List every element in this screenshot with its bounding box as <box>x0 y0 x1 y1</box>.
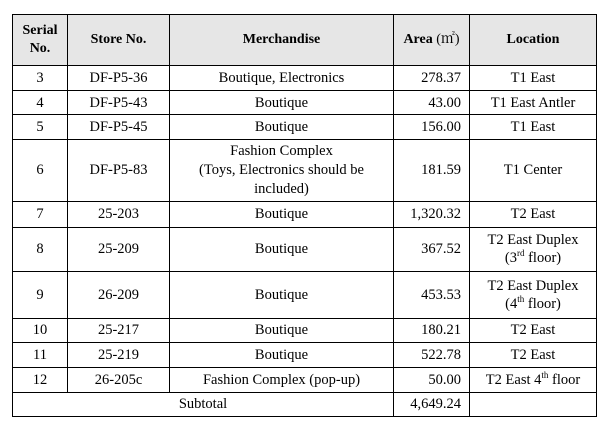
table-row <box>13 90 597 114</box>
table-row <box>13 65 597 90</box>
merchandise-cell: Boutique <box>170 90 394 114</box>
store-cell: 25-219 <box>68 343 170 368</box>
location-cell: T2 East <box>470 202 597 227</box>
location-cell: T1 East <box>470 65 597 90</box>
store-cell: DF-P5-36 <box>68 65 170 90</box>
table-row <box>13 115 597 139</box>
serial-cell: 8 <box>13 227 68 272</box>
subtotal-row <box>13 392 597 416</box>
location-cell: T2 East 4th floor <box>470 368 597 392</box>
store-cell: DF-P5-83 <box>68 139 170 202</box>
header-serial: Serial No. <box>13 15 68 66</box>
store-table <box>12 14 597 417</box>
header-row <box>13 15 597 66</box>
table-row <box>13 272 597 319</box>
serial-cell: 6 <box>13 139 68 202</box>
table-row <box>13 202 597 227</box>
serial-cell: 10 <box>13 318 68 342</box>
merchandise-cell: Fashion Complex (pop-up) <box>170 368 394 392</box>
merchandise-cell: Boutique <box>170 202 394 227</box>
store-cell: 25-203 <box>68 202 170 227</box>
area-cell: 278.37 <box>394 65 470 90</box>
serial-cell: 3 <box>13 65 68 90</box>
store-cell: 26-209 <box>68 272 170 319</box>
location-cell: T2 East Duplex (3rd floor) <box>470 227 597 272</box>
header-location: Location <box>470 15 597 66</box>
serial-cell: 5 <box>13 115 68 139</box>
merchandise-cell: Boutique, Electronics <box>170 65 394 90</box>
store-cell: DF-P5-45 <box>68 115 170 139</box>
area-cell: 522.78 <box>394 343 470 368</box>
location-cell: T2 East Duplex (4th floor) <box>470 272 597 319</box>
store-cell: 25-217 <box>68 318 170 342</box>
area-cell: 367.52 <box>394 227 470 272</box>
location-cell: T1 East Antler <box>470 90 597 114</box>
table-row <box>13 343 597 368</box>
location-cell: T1 East <box>470 115 597 139</box>
serial-cell: 9 <box>13 272 68 319</box>
table-row <box>13 368 597 392</box>
merchandise-cell: Boutique <box>170 318 394 342</box>
serial-cell: 4 <box>13 90 68 114</box>
header-merchandise: Merchandise <box>170 15 394 66</box>
subtotal-empty-cell <box>470 392 597 416</box>
location-cell: T2 East <box>470 343 597 368</box>
serial-cell: 11 <box>13 343 68 368</box>
serial-cell: 12 <box>13 368 68 392</box>
table-row <box>13 227 597 272</box>
store-cell: DF-P5-43 <box>68 90 170 114</box>
header-store: Store No. <box>68 15 170 66</box>
area-cell: 453.53 <box>394 272 470 319</box>
table-row <box>13 318 597 342</box>
location-cell: T2 East <box>470 318 597 342</box>
table-row <box>13 139 597 202</box>
store-cell: 25-209 <box>68 227 170 272</box>
location-cell: T1 Center <box>470 139 597 202</box>
merchandise-cell: Fashion Complex (Toys, Electronics should be included) <box>170 139 394 202</box>
area-cell: 1,320.32 <box>394 202 470 227</box>
area-cell: 156.00 <box>394 115 470 139</box>
merchandise-cell: Boutique <box>170 115 394 139</box>
subtotal-label: Subtotal <box>13 392 394 416</box>
header-area: Area (㎡) <box>394 15 470 66</box>
area-cell: 180.21 <box>394 318 470 342</box>
area-cell: 181.59 <box>394 139 470 202</box>
store-cell: 26-205c <box>68 368 170 392</box>
subtotal-area: 4,649.24 <box>394 392 470 416</box>
area-cell: 50.00 <box>394 368 470 392</box>
serial-cell: 7 <box>13 202 68 227</box>
merchandise-cell: Boutique <box>170 343 394 368</box>
merchandise-cell: Boutique <box>170 227 394 272</box>
area-cell: 43.00 <box>394 90 470 114</box>
merchandise-cell: Boutique <box>170 272 394 319</box>
